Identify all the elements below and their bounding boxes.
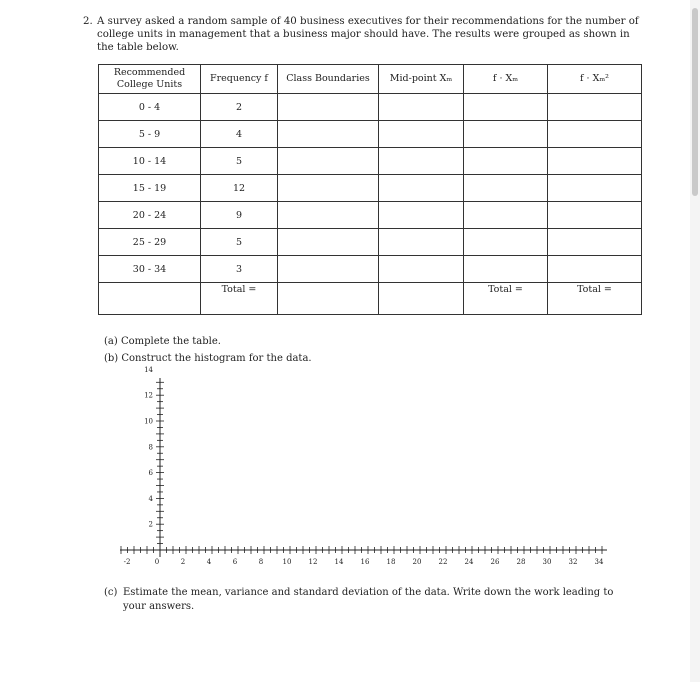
x-tick-label: -2: [123, 558, 131, 566]
frequency-cell: 4: [201, 121, 278, 148]
y-tick-label: 6: [148, 469, 153, 478]
units-cell: 25 - 29: [99, 229, 201, 256]
x-tick-label: 22: [438, 558, 448, 566]
empty-cell: [99, 283, 201, 315]
empty-cell: [464, 148, 548, 175]
x-tick-label: 32: [568, 558, 578, 566]
empty-cell: [379, 94, 464, 121]
x-tick-label: 10: [282, 558, 292, 566]
y-tick-label: 10: [144, 417, 153, 426]
question: [83, 15, 643, 54]
x-tick-label: 12: [308, 558, 318, 566]
empty-cell: [464, 229, 548, 256]
units-cell: 30 - 34: [99, 256, 201, 283]
empty-cell: [379, 283, 464, 315]
table-row: [99, 202, 642, 229]
empty-cell: [379, 121, 464, 148]
part-a: (a) Complete the table.: [104, 336, 221, 347]
x-tick-label: 14: [334, 558, 344, 566]
x-tick-label: 28: [516, 558, 526, 566]
question-parts: [104, 333, 312, 367]
empty-cell: [278, 148, 379, 175]
part-c-label: (c): [104, 587, 118, 598]
frequency-cell: 9: [201, 202, 278, 229]
scrollbar-thumb[interactable]: [692, 8, 698, 196]
frequency-cell: 12: [201, 175, 278, 202]
empty-cell: [464, 121, 548, 148]
empty-cell: [278, 229, 379, 256]
units-cell: 15 - 19: [99, 175, 201, 202]
x-tick-label: 20: [412, 558, 422, 566]
empty-cell: [464, 175, 548, 202]
y-tick-label: 12: [144, 391, 153, 400]
x-tick-label: 0: [154, 558, 160, 566]
x-tick-label: 30: [542, 558, 552, 566]
units-cell: 0 - 4: [99, 94, 201, 121]
frequency-cell: 5: [201, 148, 278, 175]
empty-cell: [548, 175, 642, 202]
empty-cell: [379, 256, 464, 283]
empty-cell: [379, 202, 464, 229]
scrollbar[interactable]: [690, 0, 700, 682]
table-row: [99, 121, 642, 148]
frequency-cell: 5: [201, 229, 278, 256]
units-cell: 5 - 9: [99, 121, 201, 148]
total-fx2-label: Total =: [548, 283, 642, 315]
header-fx2: f · Xₘ²: [548, 65, 642, 94]
empty-cell: [379, 175, 464, 202]
y-tick-label: 2: [148, 520, 153, 529]
x-tick-label: 2: [180, 558, 186, 566]
empty-cell: [278, 283, 379, 315]
empty-cell: [278, 175, 379, 202]
x-tick-label: 18: [386, 558, 396, 566]
empty-cell: [278, 94, 379, 121]
header-midpoint: Mid-point Xₘ: [379, 65, 464, 94]
x-tick-label: 26: [490, 558, 500, 566]
empty-cell: [548, 94, 642, 121]
part-c-text: Estimate the mean, variance and standard deviation of the data. Write down the work leading to your answers.: [123, 587, 614, 612]
frequency-cell: 2: [201, 94, 278, 121]
y-tick-label: 14: [144, 365, 153, 374]
x-tick-label: 4: [206, 558, 212, 566]
table-row: [99, 175, 642, 202]
header-boundaries: Class Boundaries: [278, 65, 379, 94]
units-cell: 10 - 14: [99, 148, 201, 175]
total-fx-label: Total =: [464, 283, 548, 315]
part-b: (b) Construct the histogram for the data.: [104, 353, 312, 364]
empty-cell: [548, 121, 642, 148]
empty-cell: [548, 229, 642, 256]
header-frequency: Frequency f: [201, 65, 278, 94]
question-text: A survey asked a random sample of 40 business executives for their recommendations for the number of college units in management that a business major should have. The results were grouped as shown in the table below.: [97, 16, 639, 53]
y-tick-label: 4: [148, 494, 153, 503]
empty-cell: [548, 256, 642, 283]
table-row: [99, 148, 642, 175]
empty-cell: [464, 202, 548, 229]
x-tick-label: 24: [464, 558, 474, 566]
frequency-cell: 3: [201, 256, 278, 283]
histogram-axes: [115, 365, 615, 572]
x-tick-label: 34: [594, 558, 604, 566]
empty-cell: [548, 202, 642, 229]
units-cell: 20 - 24: [99, 202, 201, 229]
empty-cell: [464, 256, 548, 283]
empty-cell: [464, 94, 548, 121]
total-frequency-label: Total =: [201, 283, 278, 315]
question-number: 2.: [83, 16, 93, 27]
empty-cell: [379, 148, 464, 175]
frequency-table: [98, 64, 642, 315]
table-row: [99, 229, 642, 256]
header-units-line2: College Units: [116, 79, 183, 90]
empty-cell: [278, 256, 379, 283]
x-tick-label: 6: [232, 558, 238, 566]
x-tick-label: 16: [360, 558, 370, 566]
header-units: [99, 65, 201, 94]
empty-cell: [278, 202, 379, 229]
part-c: [104, 586, 624, 614]
totals-row: [99, 283, 642, 315]
table-row: [99, 256, 642, 283]
y-tick-label: 8: [148, 443, 153, 452]
empty-cell: [278, 121, 379, 148]
x-tick-label: 8: [258, 558, 264, 566]
header-units-line1: Recommended: [113, 67, 186, 78]
table-row: [99, 94, 642, 121]
header-fx: f · Xₘ: [464, 65, 548, 94]
empty-cell: [379, 229, 464, 256]
empty-cell: [548, 148, 642, 175]
